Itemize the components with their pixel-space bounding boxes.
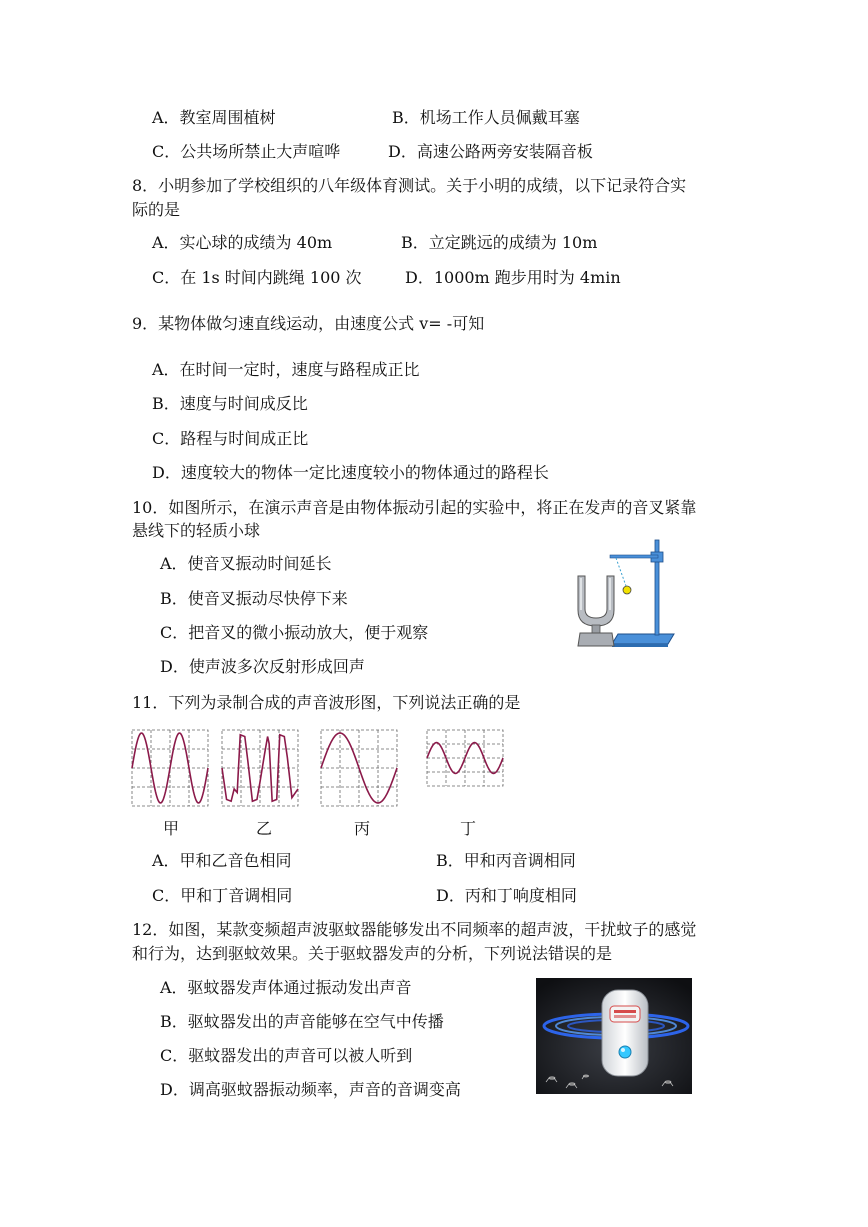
q11-option-b: B．甲和丙音调相同 bbox=[436, 851, 576, 870]
wave-label-bing: 丙 bbox=[354, 819, 371, 838]
q7-option-a: A．教室周围植树 bbox=[152, 108, 276, 127]
q8-option-d: D．1000m 跑步用时为 4min bbox=[405, 268, 621, 287]
q9-stem: 9．某物体做匀速直线运动，由速度公式 v= -可知 bbox=[132, 314, 485, 333]
q8-option-b: B．立定跳远的成绩为 10m bbox=[401, 233, 598, 252]
q10-option-d: D．使声波多次反射形成回声 bbox=[160, 657, 365, 676]
q9-option-d: D．速度较大的物体一定比速度较小的物体通过的路程长 bbox=[152, 463, 549, 482]
q11-stem: 11．下列为录制合成的声音波形图，下列说法正确的是 bbox=[132, 693, 521, 712]
q9-option-c: C．路程与时间成正比 bbox=[152, 429, 309, 448]
q7-option-b: B．机场工作人员佩戴耳塞 bbox=[392, 108, 580, 127]
q8-stem-line1: 8．小明参加了学校组织的八年级体育测试。关于小明的成绩，以下记录符合实 bbox=[132, 176, 687, 195]
q9-option-a: A．在时间一定时，速度与路程成正比 bbox=[152, 360, 420, 379]
q11-option-c: C．甲和丁音调相同 bbox=[152, 886, 293, 905]
q10-option-a: A．使音叉振动时间延长 bbox=[160, 554, 332, 573]
waveform-figure bbox=[130, 728, 510, 810]
wave-label-jia: 甲 bbox=[163, 819, 180, 838]
q8-option-c: C．在 1s 时间内跳绳 100 次 bbox=[152, 268, 362, 287]
q8-stem-line2: 际的是 bbox=[132, 200, 181, 219]
tuning-fork-stand-figure bbox=[570, 536, 680, 648]
q8-option-a: A．实心球的成绩为 40m bbox=[152, 233, 333, 252]
q9-option-b: B．速度与时间成反比 bbox=[152, 394, 308, 413]
wave-label-yi: 乙 bbox=[256, 819, 273, 838]
wave-label-ding: 丁 bbox=[460, 819, 477, 838]
q10-stem-line1: 10．如图所示，在演示声音是由物体振动引起的实验中，将正在发声的音叉紧靠 bbox=[132, 498, 697, 517]
q12-option-b: B．驱蚊器发出的声音能够在空气中传播 bbox=[160, 1012, 444, 1031]
mosquito-repeller-photo bbox=[536, 978, 692, 1094]
q10-stem-line2: 悬线下的轻质小球 bbox=[132, 521, 261, 540]
q12-option-d: D．调高驱蚊器振动频率，声音的音调变高 bbox=[160, 1080, 461, 1099]
q12-stem-line1: 12．如图，某款变频超声波驱蚊器能够发出不同频率的超声波，干扰蚊子的感觉 bbox=[132, 920, 697, 939]
q7-option-d: D．高速公路两旁安装隔音板 bbox=[388, 142, 593, 161]
q10-option-c: C．把音叉的微小振动放大，便于观察 bbox=[160, 623, 429, 642]
q10-option-b: B．使音叉振动尽快停下来 bbox=[160, 589, 348, 608]
q12-option-a: A．驱蚊器发声体通过振动发出声音 bbox=[160, 978, 412, 997]
q11-option-a: A．甲和乙音色相同 bbox=[152, 851, 292, 870]
q7-option-c: C．公共场所禁止大声喧哗 bbox=[152, 142, 341, 161]
q12-stem-line2: 和行为，达到驱蚊效果。关于驱蚊器发声的分析，下列说法错误的是 bbox=[132, 944, 613, 963]
q12-option-c: C．驱蚊器发出的声音可以被人听到 bbox=[160, 1046, 413, 1065]
q11-option-d: D．丙和丁响度相同 bbox=[436, 886, 577, 905]
